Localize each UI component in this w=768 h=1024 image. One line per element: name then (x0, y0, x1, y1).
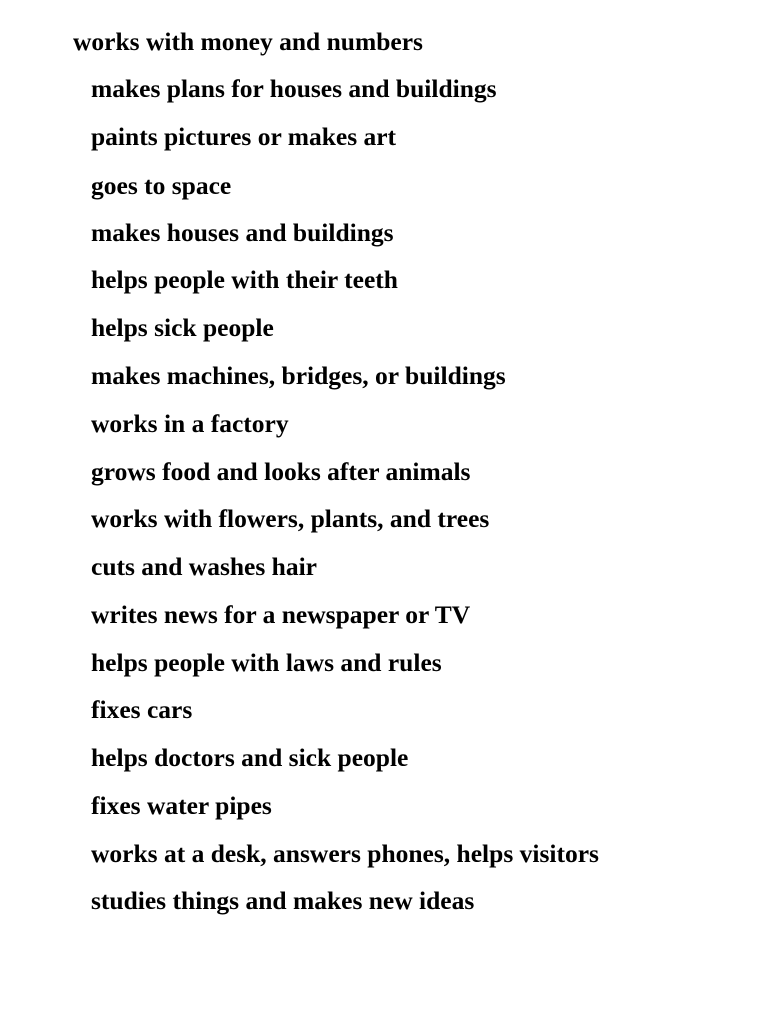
list-item: fixes water pipes (91, 791, 272, 820)
list-item: helps people with laws and rules (91, 648, 442, 677)
list-item: goes to space (91, 171, 232, 200)
list-item: makes plans for houses and buildings (91, 74, 497, 103)
list-item: makes machines, bridges, or buildings (91, 361, 506, 390)
list-item: works with money and numbers (73, 27, 423, 56)
list-item: works at a desk, answers phones, helps visitors (91, 839, 599, 868)
list-item: paints pictures or makes art (91, 122, 397, 151)
list-item: helps doctors and sick people (91, 743, 409, 772)
list-item: helps sick people (91, 313, 274, 342)
list-item: grows food and looks after animals (91, 457, 471, 486)
list-item: studies things and makes new ideas (91, 886, 475, 915)
list-item: works with flowers, plants, and trees (91, 504, 490, 533)
list-item: writes news for a newspaper or TV (91, 600, 471, 629)
list-item: cuts and washes hair (91, 552, 318, 581)
list-item: works in a factory (91, 409, 289, 438)
list-item: fixes cars (91, 695, 193, 724)
list-item: helps people with their teeth (91, 265, 398, 294)
list-item: makes houses and buildings (91, 218, 394, 247)
